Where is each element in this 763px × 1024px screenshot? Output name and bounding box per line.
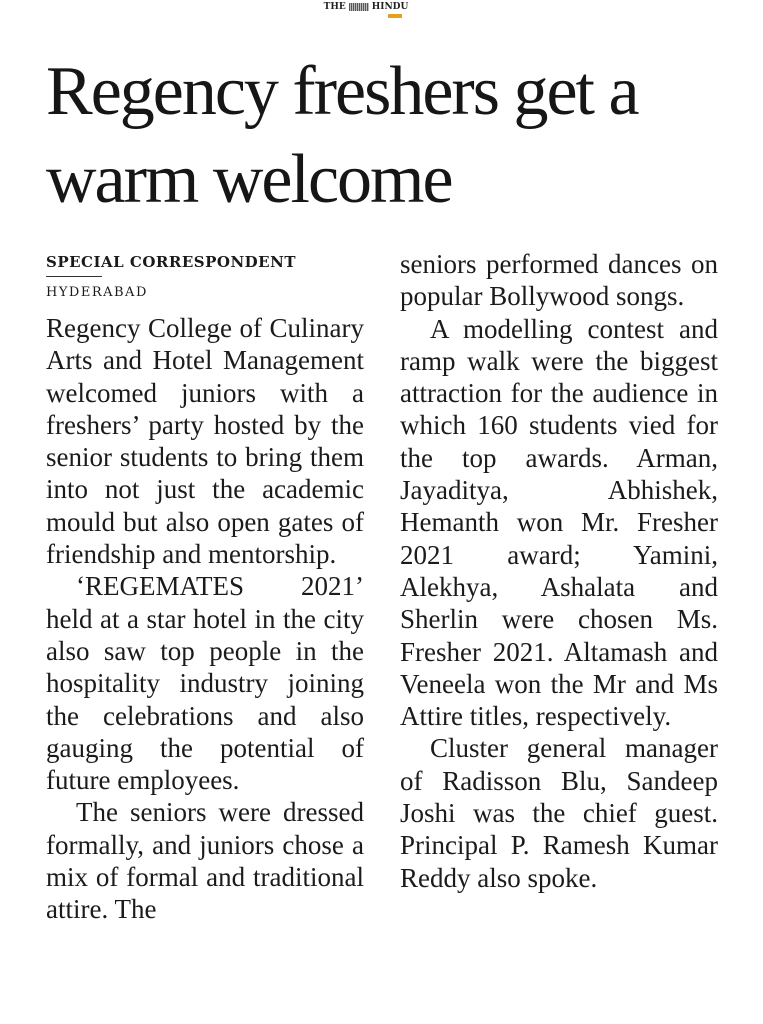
masthead-the: THE xyxy=(323,2,346,12)
paragraph-4: A modelling contest and ramp walk were the biggest attraction for the audience in which 160 students vied for the top awards. Arman, Jayaditya, Abhishek, Hemanth won Mr. Fresher 2021 award; Yamini, Alekhya, Ashalata and Sherlin were chosen Ms. Fresher 2021. Altamash and Veneela won the Mr and Ms Attire titles, respectively. xyxy=(400,313,718,732)
paragraph-3-start: The seniors were dressed formally, and juniors chose a mix of formal and traditional attire. The xyxy=(46,797,364,925)
emblem-icon xyxy=(349,3,369,11)
masthead-hindu: HINDU xyxy=(371,2,409,12)
byline: SPECIAL CORRESPONDENT xyxy=(46,253,296,271)
masthead-logo xyxy=(316,0,416,14)
paragraph-3-end: seniors performed dances on popular Bollywood songs. xyxy=(400,249,718,312)
paragraph-2: ‘REGEMATES 2021’ held at a star hotel in the city also saw top people in the hospitality industry joining the celebrations and also gauging the potential of future employees. xyxy=(46,571,364,796)
article-column-left xyxy=(46,312,364,926)
byline-divider xyxy=(46,276,102,277)
article-column-right xyxy=(400,248,718,894)
paragraph-5: Cluster general manager of Radisson Blu, Sandeep Joshi was the chief guest. Principal P. Ramesh Kumar Reddy also spoke. xyxy=(400,733,718,893)
paragraph-1: Regency College of Culinary Arts and Hotel Management welcomed juniors with a freshers’ party hosted by the senior students to bring them into not just the academic mould but also open gates of friendship and mentorship. xyxy=(46,313,364,570)
article-headline: Regency freshers get a warm welcome xyxy=(46,53,638,218)
dateline: HYDERABAD xyxy=(46,285,148,300)
edition-tag-icon xyxy=(388,14,402,18)
